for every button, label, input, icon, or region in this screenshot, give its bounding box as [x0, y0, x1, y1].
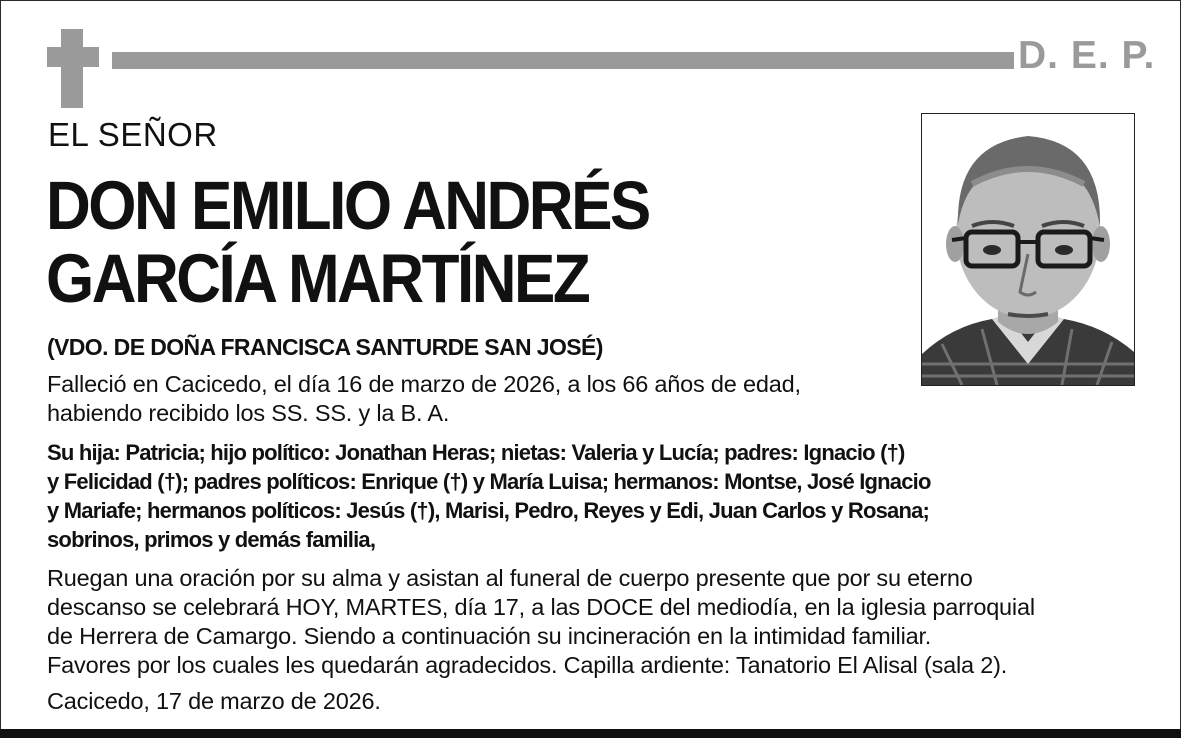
- death-line: Falleció en Cacicedo, el día 16 de marzo de 2026, a los 66 años de edad,: [47, 371, 801, 397]
- title-prefix: EL SEÑOR: [48, 116, 218, 153]
- cross-icon-vertical: [61, 29, 83, 108]
- family-line: Su hija: Patricia; hijo político: Jonathan Heras; nietas: Valeria y Lucía; padres: Ignacio (†): [47, 440, 905, 465]
- family-line: sobrinos, primos y demás familia,: [47, 527, 376, 552]
- service-line: Ruegan una oración por su alma y asistan al funeral de cuerpo presente que por su eterno: [47, 565, 973, 591]
- header-rule: [112, 52, 1014, 69]
- service-line: descanso se celebrará HOY, MARTES, día 17, a las DOCE del mediodía, en la iglesia parroquial: [47, 594, 1035, 620]
- deceased-name-line2: GARCÍA MARTÍNEZ: [46, 241, 589, 318]
- portrait-illustration: [922, 114, 1134, 385]
- family-line: y Felicidad (†); padres políticos: Enrique (†) y María Luisa; hermanos: Montse, José Ignacio: [47, 469, 931, 494]
- deceased-name-line1: DON EMILIO ANDRÉS: [46, 168, 649, 245]
- widower-note: (VDO. DE DOÑA FRANCISCA SANTURDE SAN JOSÉ): [47, 334, 603, 360]
- service-line: Favores por los cuales les quedarán agradecidos. Capilla ardiente: Tanatorio El Alisal (sala 2).: [47, 652, 1008, 678]
- portrait-photo: [921, 113, 1135, 386]
- service-line: de Herrera de Camargo. Siendo a continuación su incineración en la intimidad familiar.: [47, 623, 932, 649]
- death-line: habiendo recibido los SS. SS. y la B. A.: [47, 400, 450, 426]
- cross-icon-horizontal: [47, 47, 99, 67]
- place-date: Cacicedo, 17 de marzo de 2026.: [47, 688, 381, 714]
- bottom-rule: [0, 729, 1181, 738]
- family-line: y Mariafe; hermanos políticos: Jesús (†), Marisi, Pedro, Reyes y Edi, Juan Carlos y Rosana;: [47, 498, 930, 523]
- dep-label: D. E. P.: [1018, 34, 1156, 77]
